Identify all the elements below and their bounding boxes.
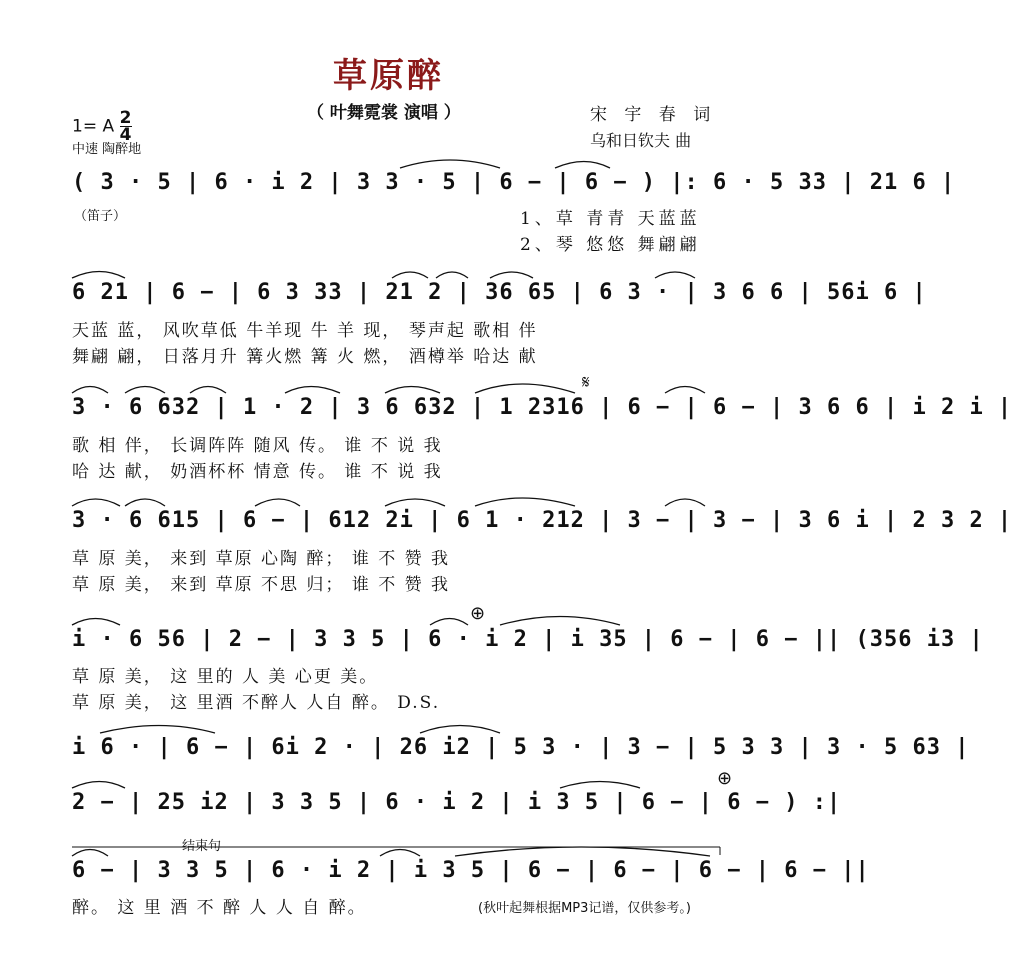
lyric-row-8: 醉。 这 里 酒 不 醉 人 人 自 醉。 [72, 898, 367, 918]
lyric-row-4-verse-2: 草 原 美， 来到 草原 不思 归； 谁 不 赞 我 [72, 575, 451, 595]
coda-sign: ⊕ [470, 603, 486, 624]
segno-sign: 𝄋 [582, 372, 590, 393]
lyric-row-1-verse-2: 2、琴 悠悠 舞翩翩 [520, 235, 701, 255]
lyric-row-1-verse-1: 1、草 青青 天蓝蓝 [520, 209, 701, 229]
ending-section-label: 结束句 [182, 839, 222, 854]
tempo-mark: 中速 陶醉地 [72, 142, 142, 157]
lyric-row-3-verse-2: 哈 达 献， 奶酒杯杯 情意 传。 谁 不 说 我 [72, 462, 443, 482]
key-label: 1= A [72, 116, 115, 137]
lyric-row-5-verse-1: 草 原 美， 这 里的 人 美 心更 美。 [72, 667, 379, 687]
time-top: 2 [119, 108, 132, 128]
page-title: 草原醉 [333, 56, 444, 96]
notation-row-4: 3 · 6 615 | 6 − | 612 2i | 6 1 · 212 | 3 − | 3 − | 3 6 i | 2 3 2 | [72, 508, 1012, 533]
singer-credit: （ 叶舞霓裳 演唱 ） [307, 103, 461, 123]
time-bottom: 4 [119, 125, 132, 145]
coda-sign-2: ⊕ [717, 768, 733, 789]
lyric-row-3-verse-1: 歌 相 伴， 长调阵阵 随风 传。 谁 不 说 我 [72, 436, 443, 456]
notation-row-2: 6 21 | 6 − | 6 3 33 | 21 2 | 36 65 | 6 3 · | 3 6 6 | 56i 6 | [72, 280, 927, 305]
transcription-note: (秋叶起舞根据MP3记谱，仅供参考。) [478, 901, 691, 916]
notation-row-8: 6 − | 3 3 5 | 6 · i 2 | i 3 5 | 6 − | 6 − | 6 − | 6 − || [72, 858, 870, 883]
notation-row-5: i · 6 56 | 2 − | 3 3 5 | 6 · i 2 | i 35 | 6 − | 6 − || (356 i3 | [72, 627, 984, 652]
composer-credit: 乌和日钦夫 曲 [590, 131, 692, 150]
lyricist-credit: 宋 宇 春 词 [590, 105, 717, 125]
notation-row-1: ( 3 · 5 | 6 · i 2 | 3 3 · 5 | 6 − | 6 − ) |: 6 · 5 33 | 21 6 | [72, 170, 956, 195]
lyric-row-2-verse-2: 舞翩 翩， 日落月升 篝火燃 篝 火 燃， 酒樽举 哈达 献 [72, 347, 538, 367]
flute-note: （笛子） [74, 209, 127, 224]
notation-row-7: 2 − | 25 i2 | 3 3 5 | 6 · i 2 | i 3 5 | 6 − | 6 − ) :| [72, 790, 842, 815]
notation-row-6: i 6 · | 6 − | 6i 2 · | 26 i2 | 5 3 · | 3 − | 5 3 3 | 3 · 5 63 | [72, 735, 970, 760]
lyric-row-5-verse-2: 草 原 美， 这 里酒 不醉人 人自 醉。 D.S. [72, 693, 441, 713]
lyric-row-4-verse-1: 草 原 美， 来到 草原 心陶 醉； 谁 不 赞 我 [72, 549, 451, 569]
lyric-row-2-verse-1: 天蓝 蓝， 风吹草低 牛羊现 牛 羊 现， 琴声起 歌相 伴 [72, 321, 538, 341]
notation-row-3: 3 · 6 632 | 1 · 2 | 3 6 632 | 1 2316 | 6 − | 6 − | 3 6 6 | i 2 i | [72, 395, 1012, 420]
